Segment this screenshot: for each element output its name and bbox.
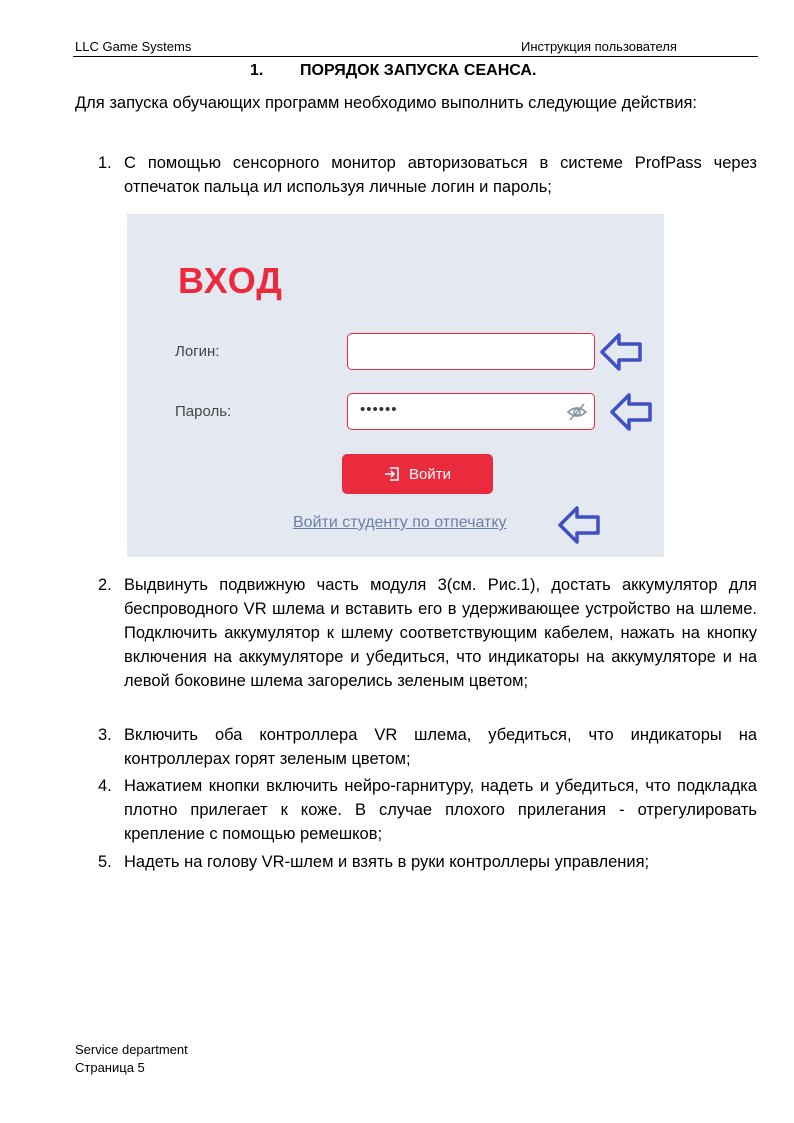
eye-hidden-icon[interactable]	[566, 402, 588, 422]
password-label: Пароль:	[175, 403, 232, 420]
section-number: 1.	[250, 62, 264, 79]
list-item-number: 2.	[98, 576, 112, 594]
list-item-number: 5.	[98, 853, 112, 871]
list-item-number: 4.	[98, 777, 112, 795]
header-divider	[73, 56, 758, 57]
list-item	[98, 850, 757, 874]
footer-department: Service department	[75, 1042, 188, 1057]
list-item-number: 1.	[98, 154, 112, 172]
list-item-text: Выдвинуть подвижную часть модуля 3(см. Рис.1), достать аккумулятор для беспроводного VR шлема и вставить его в удерживающее устройство на шлеме. Подключить аккумулятор к шлему соответствующим кабелем, нажать на кнопку включения на аккумуляторе и убедиться, что индикаторы на аккумуляторе и на левой боковине шлема загорелись зеленым цветом;	[124, 576, 757, 690]
fingerprint-login-link[interactable]: Войти студенту по отпечатку	[293, 514, 507, 531]
intro-paragraph: Для запуска обучающих программ необходимо выполнить следующие действия:	[75, 94, 697, 112]
login-submit-label: Войти	[409, 465, 451, 483]
login-label: Логин:	[175, 343, 220, 360]
list-item-number: 3.	[98, 726, 112, 744]
login-title: ВХОД	[178, 260, 283, 301]
list-item	[98, 723, 757, 771]
footer-page-number: Страница 5	[75, 1060, 145, 1075]
header-company: LLC Game Systems	[75, 39, 192, 54]
arrow-left-icon	[599, 332, 643, 372]
login-screenshot	[127, 214, 664, 557]
arrow-left-icon	[609, 392, 653, 432]
list-item	[98, 151, 757, 199]
section-title: ПОРЯДОК ЗАПУСКА СЕАНСА.	[300, 62, 537, 79]
password-input[interactable]	[347, 393, 595, 430]
list-item-text: Надеть на голову VR-шлем и взять в руки контроллеры управления;	[124, 853, 650, 871]
list-item-text: С помощью сенсорного монитор авторизоваться в системе ProfPass через отпечаток пальца ил используя личные логин и пароль;	[124, 154, 757, 196]
list-item-text: Включить оба контроллера VR шлема, убедиться, что индикаторы на контроллерах горят зеленым цветом;	[124, 726, 757, 768]
login-input[interactable]	[347, 333, 595, 370]
login-enter-icon	[384, 466, 400, 482]
list-item	[98, 774, 757, 846]
login-submit-button[interactable]	[342, 454, 493, 494]
list-item	[98, 573, 757, 693]
header-doc-title: Инструкция пользователя	[521, 39, 677, 54]
arrow-left-icon	[557, 505, 601, 545]
list-item-text: Нажатием кнопки включить нейро-гарнитуру, надеть и убедиться, что подкладка плотно прилегает к коже. В случае плохого прилегания - отрегулировать крепление с помощью ремешков;	[124, 777, 757, 843]
section-heading	[250, 62, 536, 80]
password-value: ••••••	[360, 401, 398, 418]
